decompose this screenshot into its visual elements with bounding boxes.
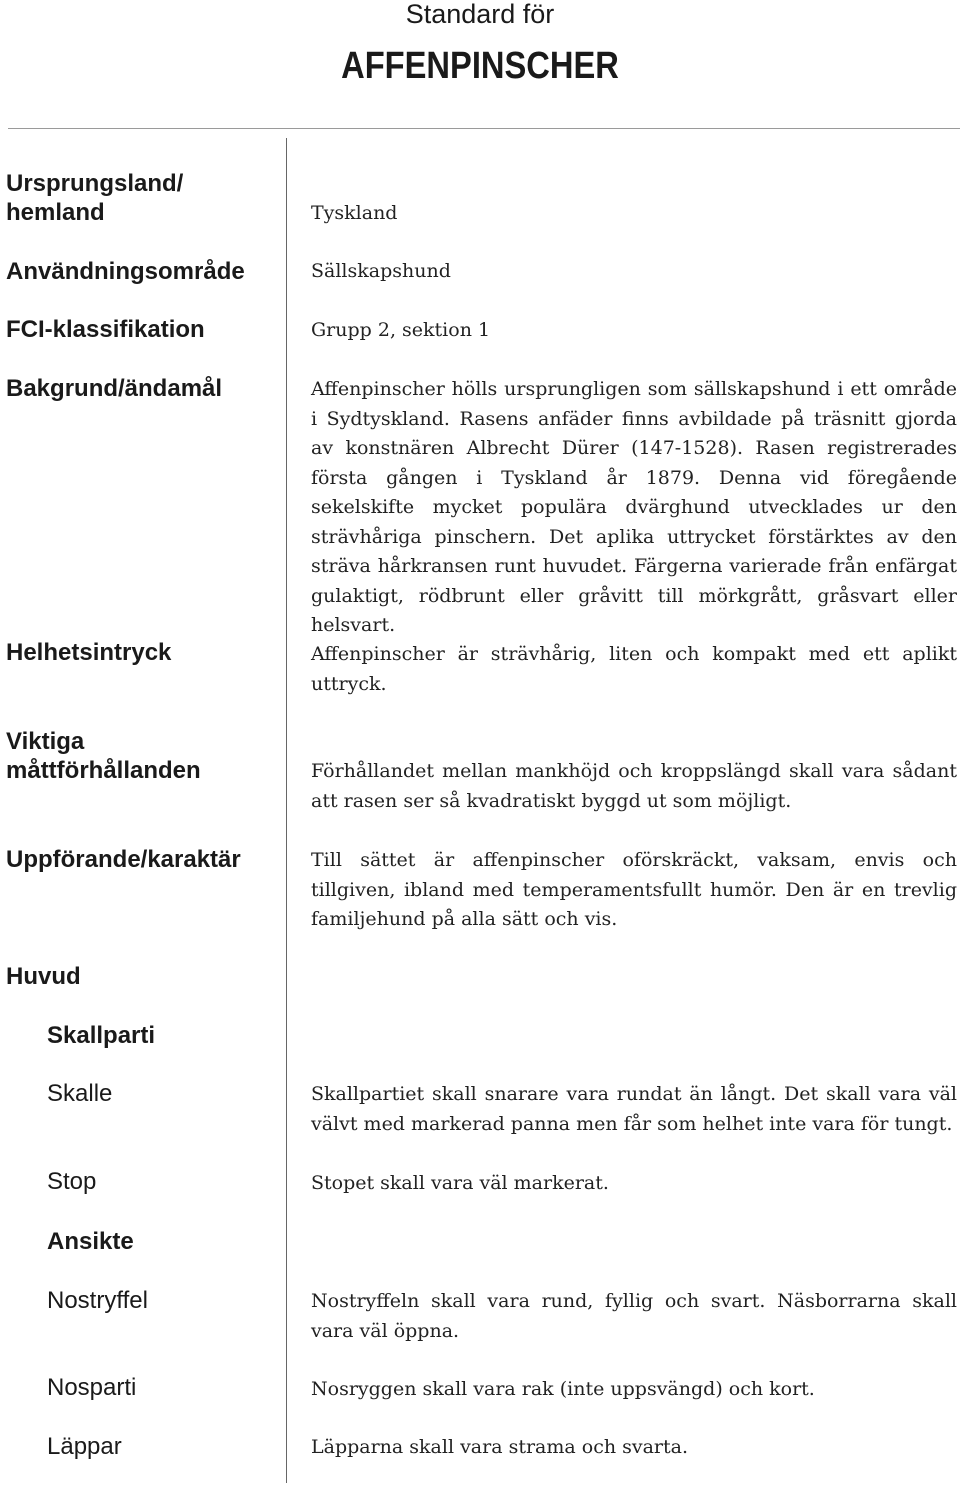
value-fci-klassifikation: Grupp 2, sektion 1 [311, 319, 491, 341]
label-anvandningsomrade: Användningsområde [6, 258, 245, 285]
label-stop: Stop [47, 1168, 97, 1195]
label-skalle: Skalle [47, 1080, 113, 1107]
label-nosparti: Nosparti [47, 1374, 137, 1401]
value-nosparti: Nosryggen skall vara rak (inte uppsvängd) och kort. [311, 1378, 815, 1400]
label-bakgrund: Bakgrund/ändamål [6, 375, 223, 402]
label-uppforande: Uppförande/karaktär [6, 846, 241, 873]
section-skallparti: Skallparti [47, 1022, 156, 1049]
value-skalle: Skallpartiet skall snarare vara rundat än långt. Det skall vara väl välvt med markerad panna men får som helhet inte vara för tungt. [311, 1083, 957, 1135]
label-ursprungsland: Ursprungsland/ [6, 170, 184, 197]
value-helhetsintryck: Affenpinscher är strävhårig, liten och kompakt med ett aplikt uttryck. [311, 643, 957, 695]
header-divider [8, 128, 960, 129]
value-bakgrund: Affenpinscher hölls ursprungligen som sällskapshund i ett område i Sydtyskland. Rasens anfäder finns avbildade på träsnitt gjorda av konstnären Albrecht Dürer (147-1528). Rasen registrerades första gången i Tyskland år 1879. Denna vid föregående sekelskifte mycket populära dvärghund utvecklades ur den strävhåriga pinschern. Det aplika uttrycket förstärktes av den sträva hårkransen runt huvudet. Färgerna varierade från enfärgat gulaktigt, rödbrunt eller gråvitt till mörkgrått, gråsvart eller helsvart. [311, 378, 957, 636]
value-uppforande: Till sättet är affenpinscher oförskräckt, vaksam, envis och tillgiven, ibland med temperamentsfullt humör. Den är en trevlig familjehund på alla sätt och vis. [311, 849, 957, 930]
label-fci-klassifikation: FCI-klassifikation [6, 316, 205, 343]
document-subtitle: Standard för [405, 0, 555, 29]
value-stop: Stopet skall vara väl markerat. [311, 1172, 609, 1194]
value-lappar: Läpparna skall vara strama och svarta. [311, 1436, 689, 1458]
label-helhetsintryck: Helhetsintryck [6, 639, 172, 666]
document-title: AFFENPINSCHER [341, 45, 619, 87]
value-anvandningsomrade: Sällskapshund [311, 260, 451, 282]
label-lappar: Läppar [47, 1433, 122, 1460]
column-divider [286, 138, 287, 1483]
section-huvud: Huvud [6, 963, 81, 990]
value-mattforhallanden: Förhållandet mellan mankhöjd och kroppslängd skall vara sådant att rasen ser så kvadratiskt byggd ut som möjligt. [311, 760, 957, 812]
label-viktiga: Viktiga [6, 728, 85, 755]
label-mattforhallanden: måttförhållanden [6, 757, 201, 784]
value-ursprungsland: Tyskland [311, 202, 398, 224]
label-hemland: hemland [6, 199, 105, 226]
value-nostryffel: Nostryffeln skall vara rund, fyllig och svart. Näsborrarna skall vara väl öppna. [311, 1290, 957, 1342]
section-ansikte: Ansikte [47, 1228, 134, 1255]
label-nostryffel: Nostryffel [47, 1287, 148, 1314]
